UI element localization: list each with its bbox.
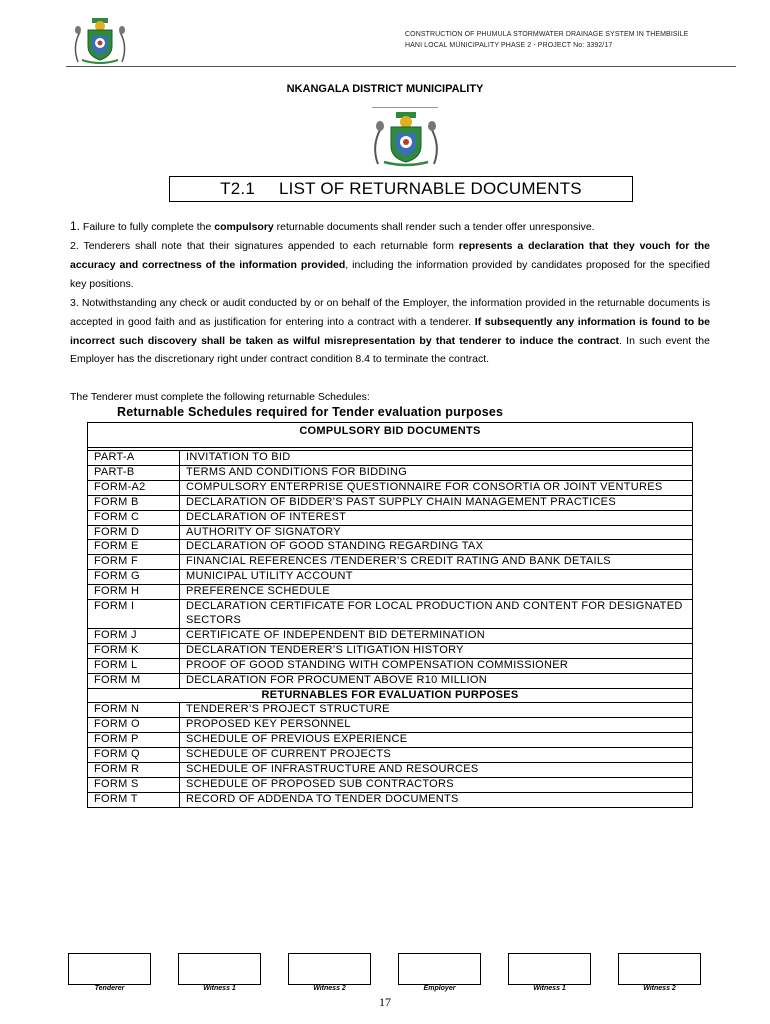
page-title (169, 176, 633, 202)
title-number: T2.1 (220, 179, 255, 198)
form-description: PROOF OF GOOD STANDING WITH COMPENSATION COMMISSIONER (180, 658, 693, 673)
p1-text-c: returnable documents shall render such a tender offer unresponsive. (273, 221, 595, 233)
crest-divider (372, 107, 438, 108)
form-description: AUTHORITY OF SIGNATORY (180, 525, 693, 540)
table-row (88, 748, 693, 763)
form-description: TERMS AND CONDITIONS FOR BIDDING (180, 465, 693, 480)
form-code: FORM L (88, 658, 180, 673)
p1-text-a: Failure to fully complete the (80, 221, 215, 233)
form-description: INVITATION TO BID (180, 451, 693, 466)
table-row (88, 763, 693, 778)
form-description: SCHEDULE OF INFRASTRUCTURE AND RESOURCES (180, 763, 693, 778)
table-row (88, 643, 693, 658)
table-row (88, 585, 693, 600)
form-code: FORM N (88, 703, 180, 718)
table-row (88, 673, 693, 688)
table-row (88, 451, 693, 466)
form-code: PART-B (88, 465, 180, 480)
form-description: DECLARATION TENDERER’S LITIGATION HISTORY (180, 643, 693, 658)
p1-text-bold: compulsory (214, 221, 274, 233)
paragraph-3 (70, 294, 710, 369)
form-code: FORM I (88, 600, 180, 629)
form-code: FORM H (88, 585, 180, 600)
signature-box[interactable] (68, 953, 151, 985)
table-row (88, 777, 693, 792)
form-description: PROPOSED KEY PERSONNEL (180, 718, 693, 733)
signature-label: Witness 2 (313, 985, 346, 992)
form-code: FORM P (88, 733, 180, 748)
municipality-name: NKANGALA DISTRICT MUNICIPALITY (286, 83, 484, 95)
crest-icon (68, 16, 132, 66)
form-code: FORM B (88, 495, 180, 510)
form-code: FORM D (88, 525, 180, 540)
form-code: FORM R (88, 763, 180, 778)
form-description: DECLARATION OF INTEREST (180, 510, 693, 525)
table-row (88, 718, 693, 733)
table-heading-row (88, 423, 693, 448)
form-description: FINANCIAL REFERENCES /TENDERER’S CREDIT RATING AND BANK DETAILS (180, 555, 693, 570)
form-code: FORM Q (88, 748, 180, 763)
table-row (88, 658, 693, 673)
signature-box[interactable] (178, 953, 261, 985)
form-description: DECLARATION FOR PROCUMENT ABOVE R10 MILLION (180, 673, 693, 688)
p3-text-a: 3. Notwithstanding any check or audit conducted by or on behalf of the Employer, the information provided in the returnable documents is accepted in good faith and as justification for entering into a contract with a tenderer. (70, 297, 710, 328)
form-code: FORM J (88, 628, 180, 643)
table-row (88, 510, 693, 525)
table-row (88, 628, 693, 643)
table-row (88, 600, 693, 629)
table-row (88, 555, 693, 570)
signature-box[interactable] (288, 953, 371, 985)
p2-text-a: 2. Tenderers shall note that their signatures appended to each returnable form (70, 240, 459, 252)
table-row (88, 525, 693, 540)
form-code: PART-A (88, 451, 180, 466)
form-description: DECLARATION OF BIDDER’S PAST SUPPLY CHAIN MANAGEMENT PRACTICES (180, 495, 693, 510)
project-line-1: CONSTRUCTION OF PHUMULA STORMWATER DRAINAGE SYSTEM IN THEMBISILE (405, 31, 689, 38)
crest-icon (366, 110, 446, 168)
signature-label: Witness 1 (533, 985, 566, 992)
form-description: DECLARATION OF GOOD STANDING REGARDING TAX (180, 540, 693, 555)
form-code: FORM O (88, 718, 180, 733)
p1-number: 1. (70, 219, 81, 233)
table-row (88, 570, 693, 585)
form-description: MUNICIPAL UTILITY ACCOUNT (180, 570, 693, 585)
municipality-logo (68, 16, 132, 66)
project-line-2: HANI LOCAL MUNICIPALITY PHASE 2 - PROJECT No: 3392/17 (405, 42, 613, 49)
signature-box[interactable] (618, 953, 701, 985)
p2-text-bold: represents a declaration that they vouch for the accuracy and correctness of the information provided (70, 240, 711, 271)
p3-text-c: . In such event the Employer has the discretionary right under contract condition 8.4 to terminate the contract. (70, 334, 710, 366)
form-code: FORM E (88, 540, 180, 555)
title-text: LIST OF RETURNABLE DOCUMENTS (279, 179, 582, 198)
p3-text-bold: If subsequently any information is found to be incorrect such discovery shall be taken as wilful misrepresentation by that tenderer to induce the contract (70, 315, 710, 347)
evaluation-heading: RETURNABLES FOR EVALUATION PURPOSES (88, 688, 693, 703)
signature-label: Witness 1 (203, 985, 236, 992)
form-description: TENDERER’S PROJECT STRUCTURE (180, 703, 693, 718)
table-row (88, 495, 693, 510)
signature-box[interactable] (398, 953, 481, 985)
project-header (405, 29, 735, 51)
table-row (88, 733, 693, 748)
form-code: FORM S (88, 777, 180, 792)
signature-label: Tenderer (94, 985, 125, 992)
form-description: COMPULSORY ENTERPRISE QUESTIONNAIRE FOR CONSORTIA OR JOINT VENTURES (180, 480, 693, 495)
form-description: DECLARATION CERTIFICATE FOR LOCAL PRODUCTION AND CONTENT FOR DESIGNATED SECTORS (180, 600, 693, 629)
table-row (88, 540, 693, 555)
municipality-crest (366, 110, 446, 168)
form-code: FORM G (88, 570, 180, 585)
form-code: FORM M (88, 673, 180, 688)
table-row (88, 465, 693, 480)
page-number: 17 (379, 995, 391, 1009)
p2-text-c: , including the information provided by candidates proposed for the specified key positions. (70, 258, 710, 290)
schedules-heading: Returnable Schedules required for Tender evaluation purposes (117, 405, 504, 419)
signature-label: Employer (423, 985, 456, 992)
table-row (88, 480, 693, 495)
paragraph-1 (70, 217, 710, 237)
signature-box[interactable] (508, 953, 591, 985)
paragraph-4: The Tenderer must complete the following returnable Schedules: (70, 391, 370, 403)
table-heading-row (88, 688, 693, 703)
form-description: RECORD OF ADDENDA TO TENDER DOCUMENTS (180, 792, 693, 807)
table-row (88, 703, 693, 718)
compulsory-heading: COMPULSORY BID DOCUMENTS (88, 423, 693, 448)
signature-label: Witness 2 (643, 985, 676, 992)
form-description: SCHEDULE OF PREVIOUS EXPERIENCE (180, 733, 693, 748)
form-code: FORM C (88, 510, 180, 525)
form-code: FORM F (88, 555, 180, 570)
returnables-table (87, 422, 693, 808)
header-divider (66, 66, 736, 67)
form-description: SCHEDULE OF CURRENT PROJECTS (180, 748, 693, 763)
table-row (88, 792, 693, 807)
form-code: FORM-A2 (88, 480, 180, 495)
form-code: FORM T (88, 792, 180, 807)
paragraph-2 (70, 237, 710, 293)
form-description: SCHEDULE OF PROPOSED SUB CONTRACTORS (180, 777, 693, 792)
form-description: CERTIFICATE OF INDEPENDENT BID DETERMINATION (180, 628, 693, 643)
form-description: PREFERENCE SCHEDULE (180, 585, 693, 600)
form-code: FORM K (88, 643, 180, 658)
